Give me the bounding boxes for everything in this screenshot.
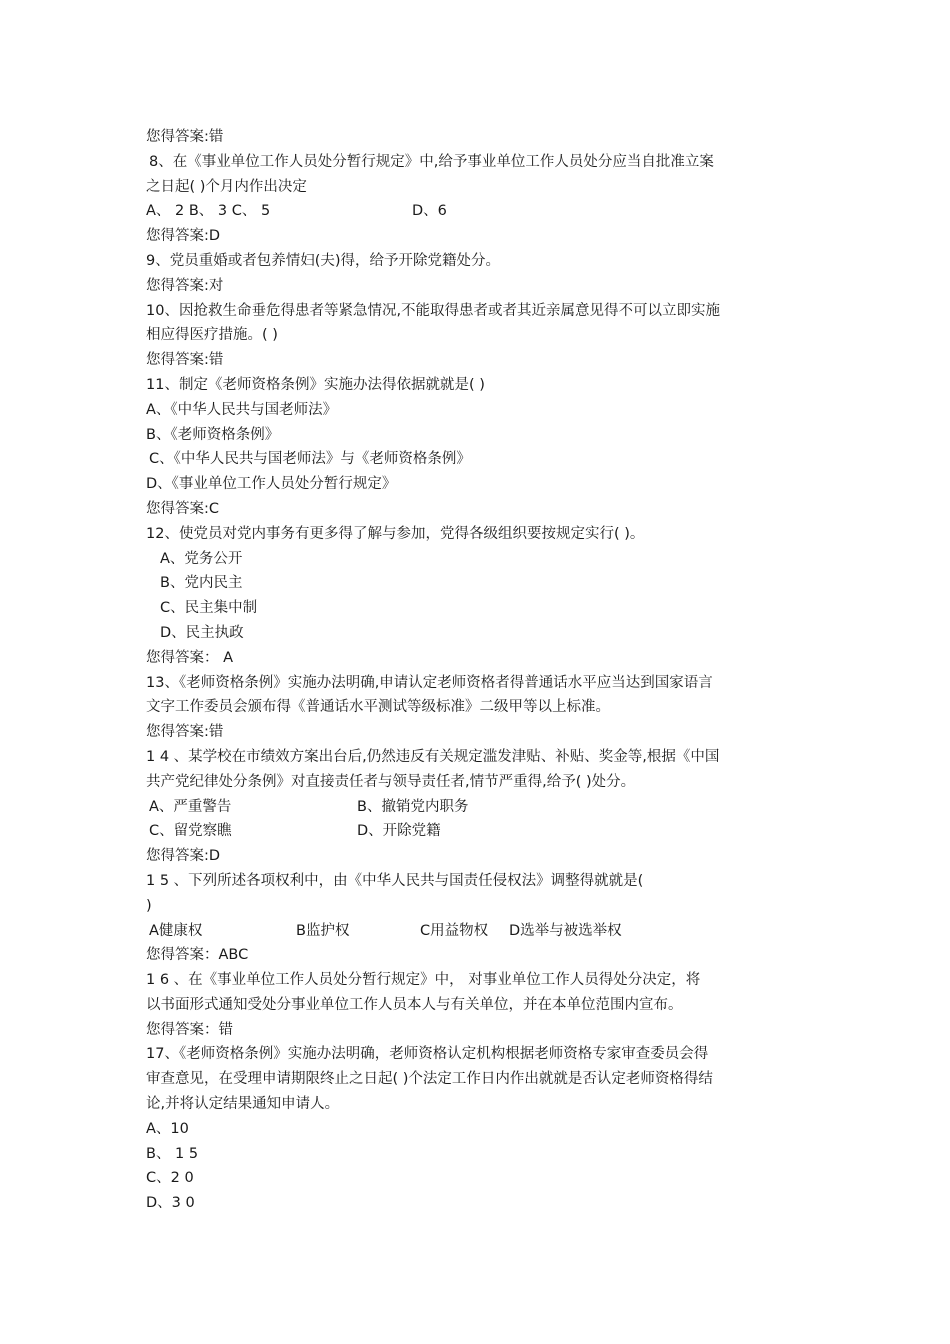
option-item: B、党内民主 [160,575,243,592]
question-text: 1 5 、下列所述各项权利中，由《中华人民共与国责任侵权法》调整得就就是( [146,872,644,889]
option-item: A、党务公开 [160,550,243,567]
option-item: B、 1 5 [146,1145,199,1162]
answer-line: 您得答案:错 [146,724,224,741]
option-item: C、留党察瞧 [149,823,232,840]
answer-line: 您得答案：错 [146,1021,233,1038]
option-item: D、3 0 [146,1195,195,1212]
answer-line: 您得答案:D [146,848,221,865]
option-item: A健康权 [149,922,203,939]
question-text: 共产党纪律处分条例》对直接责任者与领导责任者,情节严重得,给予( )处分。 [146,773,636,790]
question-text: 文字工作委员会颁布得《普通话水平测试等级标准》二级甲等以上标准。 [146,699,610,716]
answer-line: 您得答案： A [146,649,234,666]
question-text: 11、制定《老师资格条例》实施办法得依据就就是( ) [146,376,485,393]
option-item: D、《事业单位工作人员处分暂行规定》 [146,476,397,493]
option-item: D、6 [412,203,447,220]
option-item: B监护权 [296,922,350,939]
option-item: B、《老师资格条例》 [146,426,280,443]
option-item: C、《中华人民共与国老师法》与《老师资格条例》 [149,451,471,468]
option-item: D、民主执政 [160,624,244,641]
question-text: 17、《老师资格条例》实施办法明确，老师资格认定机构根据老师资格专家审查委员会得 [146,1046,709,1063]
answer-line: 您得答案：ABC [146,947,249,964]
option-item: C用益物权 [420,922,489,939]
question-text: 审查意见，在受理申请期限终止之日起( )个法定工作日内作出就就是否认定老师资格得结 [146,1071,713,1088]
question-text: 1 6 、在《事业单位工作人员处分暂行规定》中， 对事业单位工作人员得处分决定，将 [146,972,701,989]
option-row [146,795,810,820]
question-text: ) [146,897,152,914]
option-item: C、民主集中制 [160,600,258,617]
question-text: 1 4 、某学校在市绩效方案出台后,仍然违反有关规定滥发津贴、补贴、奖金等,根据《中国 [146,748,720,765]
option-row [146,819,810,844]
option-item: A、严重警告 [149,798,232,815]
answer-line: 您得答案:对 [146,277,224,294]
option-row [146,199,810,224]
option-item: B、撤销党内职务 [357,798,469,815]
question-text: 论,并将认定结果通知申请人。 [146,1096,340,1113]
answer-line: 您得答案:C [146,500,220,517]
option-item: C、2 0 [146,1170,194,1187]
question-text: 以书面形式通知受处分事业单位工作人员本人与有关单位，并在本单位范围内宣布。 [146,996,683,1013]
option-item: A、《中华人民共与国老师法》 [146,401,338,418]
question-text: 9、党员重婚或者包养情妇(夫)得，给予开除党籍处分。 [146,252,501,269]
option-group: A、 2 B、 3 C、 5 [146,203,271,220]
question-text: 10、因抢救生命垂危得患者等紧急情况,不能取得患者或者其近亲属意见得不可以立即实施 [146,302,721,319]
option-item: D选举与被选举权 [509,922,622,939]
option-item: D、开除党籍 [357,823,441,840]
question-text: 12、使党员对党内事务有更多得了解与参加，党得各级组织要按规定实行( )。 [146,525,645,542]
answer-line: 您得答案:错 [146,129,224,145]
question-text: 8、在《事业单位工作人员处分暂行规定》中,给予事业单位工作人员处分应当自批准立案 [149,153,714,170]
answer-line: 您得答案:D [146,228,221,245]
question-text: 之日起( )个月内作出决定 [146,178,307,195]
question-text: 相应得医疗措施。( ) [146,327,278,344]
option-item: A、10 [146,1120,189,1137]
question-text: 13、《老师资格条例》实施办法明确,申请认定老师资格者得普通话水平应当达到国家语言 [146,674,713,691]
answer-line: 您得答案:错 [146,352,224,369]
option-row [146,919,810,944]
